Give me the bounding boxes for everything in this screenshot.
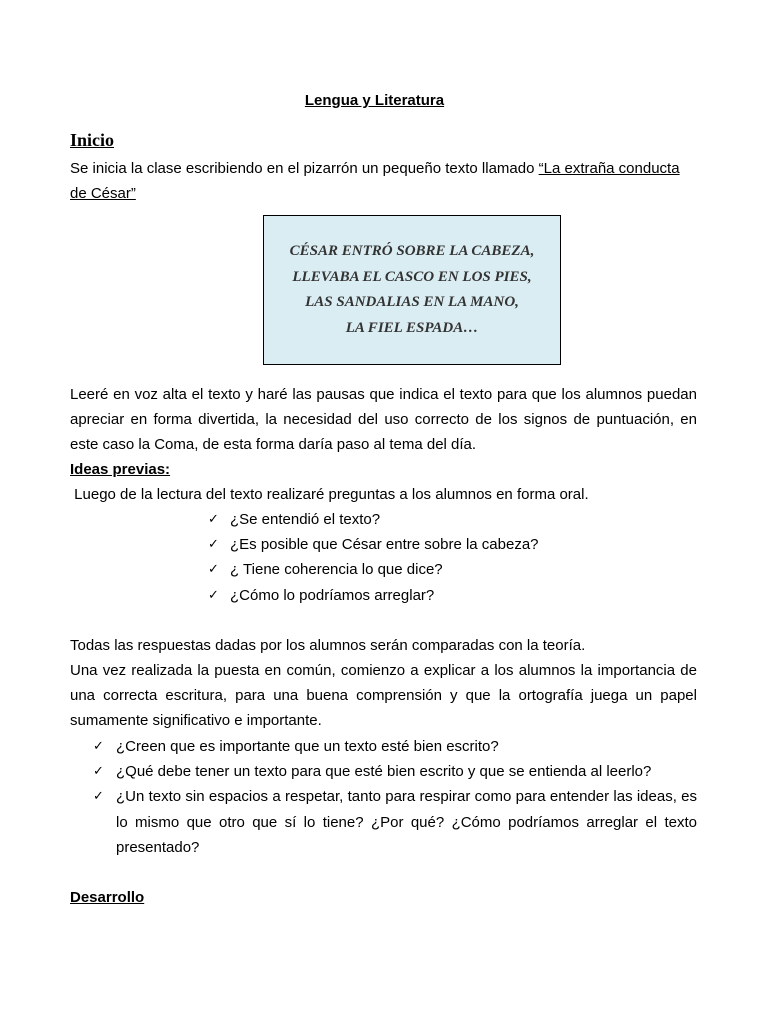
intro-text: Se inicia la clase escribiendo en el pizarrón un pequeño texto llamado: [70, 160, 539, 177]
questions-list-1: [208, 507, 690, 608]
list-item: [93, 734, 697, 759]
document-title: Lengua y Literatura: [304, 92, 445, 109]
comparison-paragraph: Todas las respuestas dadas por los alumnos serán comparadas con la teoría.: [70, 637, 586, 654]
question-text: ¿Es posible que César entre sobre la cabeza?: [230, 536, 539, 554]
question-text: ¿ Tiene coherencia lo que dice?: [230, 561, 443, 579]
list-item: [208, 507, 690, 532]
list-item: [208, 557, 690, 582]
check-icon: ✓: [208, 537, 219, 553]
desarrollo-heading: Desarrollo: [70, 889, 145, 906]
question-text: ¿Se entendió el texto?: [230, 511, 381, 528]
check-icon: ✓: [93, 764, 104, 780]
explanation-paragraph: Una vez realizada la puesta en común, comienzo a explicar a los alumnos la importancia de una correcta escritura, para una buena comprensión y que la ortografía juega un papel sumamente significativo e importante.: [70, 662, 697, 730]
poem-box: [263, 215, 561, 365]
ideas-previas-intro: Luego de la lectura del texto realizaré preguntas a los alumnos en forma oral.: [70, 486, 589, 503]
check-icon: ✓: [208, 587, 219, 603]
ideas-previas-heading: Ideas previas:: [70, 461, 171, 478]
check-icon: ✓: [208, 562, 219, 578]
question-text: ¿Cómo lo podríamos arreglar?: [230, 586, 435, 604]
text-title-reference: “La extraña conducta de César”: [70, 160, 680, 202]
questions-list-2: [93, 734, 697, 860]
poem-line: LAS SANDALIAS EN LA MANO,: [305, 294, 519, 310]
reading-paragraph: Leeré en voz alta el texto y haré las pausas que indica el texto para que los alumnos puedan apreciar en forma divertida, la necesidad del uso correcto de los signos de puntuación, en este caso la Coma, de esta forma daría paso al tema del día.: [70, 386, 697, 454]
intro-paragraph: [70, 156, 697, 206]
question-text: ¿Qué debe tener un texto para que esté bien escrito y que se entienda al leerlo?: [116, 763, 652, 781]
poem-line: CÉSAR ENTRÓ SOBRE LA CABEZA,: [289, 243, 535, 259]
list-item: [208, 583, 690, 608]
list-item: [208, 532, 690, 557]
question-text: ¿Creen que es importante que un texto esté bien escrito?: [116, 738, 499, 755]
list-item: [93, 759, 697, 784]
poem-line: LLEVABA EL CASCO EN LOS PIES,: [292, 268, 532, 285]
poem-line: LA FIEL ESPADA…: [345, 319, 479, 336]
question-text: ¿Un texto sin espacios a respetar, tanto para respirar como para entender las ideas, es lo mismo que otro que sí lo tiene? ¿Por qué? ¿Cómo podríamos arreglar el texto presentado?: [116, 788, 697, 856]
check-icon: ✓: [208, 512, 219, 527]
check-icon: ✓: [93, 789, 104, 805]
section-heading-inicio: Inicio: [70, 130, 115, 150]
check-icon: ✓: [93, 739, 104, 754]
list-item: [93, 784, 697, 860]
